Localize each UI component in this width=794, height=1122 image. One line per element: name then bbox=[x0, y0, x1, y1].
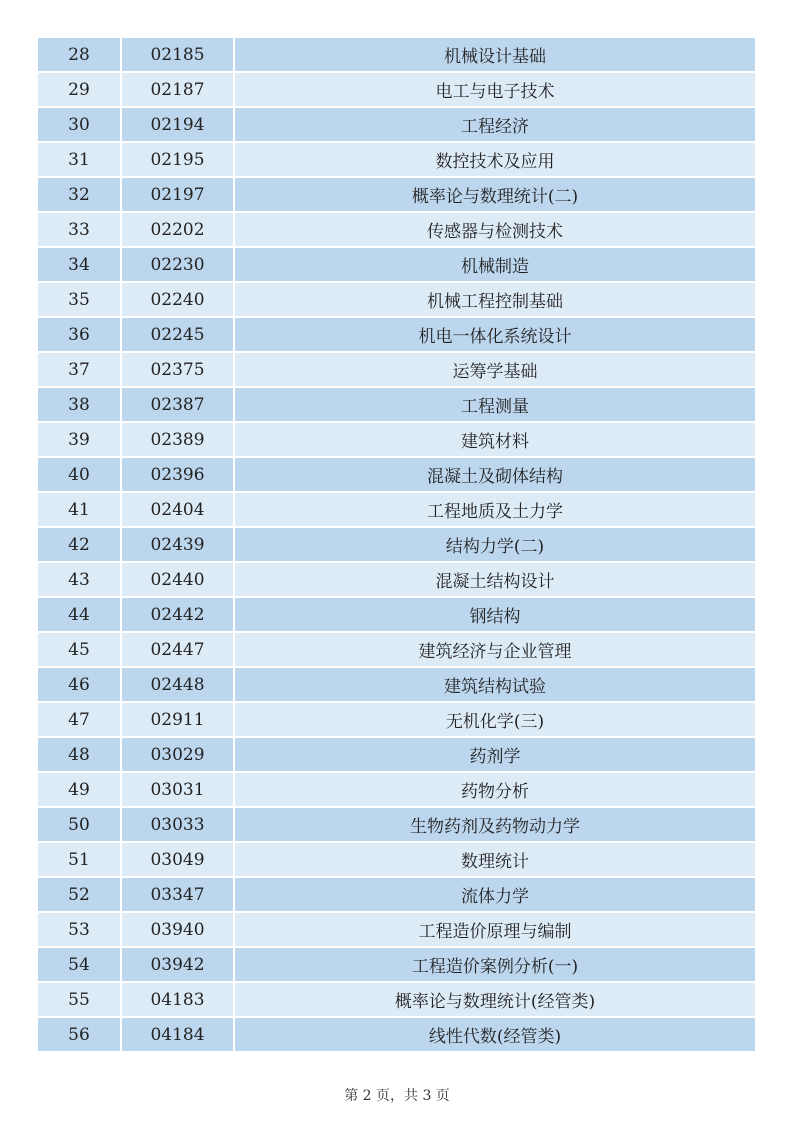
row-number-cell: 36 bbox=[38, 317, 121, 352]
course-name-cell: 建筑材料 bbox=[234, 422, 755, 457]
table-row bbox=[38, 702, 755, 737]
course-name-cell: 电工与电子技术 bbox=[234, 72, 755, 107]
course-name-cell: 结构力学(二) bbox=[234, 527, 755, 562]
table-row bbox=[38, 352, 755, 387]
course-name-cell: 建筑结构试验 bbox=[234, 667, 755, 702]
table-row bbox=[38, 142, 755, 177]
table-row bbox=[38, 457, 755, 492]
row-number-cell: 32 bbox=[38, 177, 121, 212]
course-code-cell: 02195 bbox=[121, 142, 234, 177]
row-number-cell: 48 bbox=[38, 737, 121, 772]
course-code-cell: 04184 bbox=[121, 1017, 234, 1052]
course-name-cell: 机械制造 bbox=[234, 247, 755, 282]
course-code-cell: 03942 bbox=[121, 947, 234, 982]
row-number-cell: 38 bbox=[38, 387, 121, 422]
course-code-cell: 02230 bbox=[121, 247, 234, 282]
table-row bbox=[38, 107, 755, 142]
course-code-cell: 02389 bbox=[121, 422, 234, 457]
table-row bbox=[38, 842, 755, 877]
table-row bbox=[38, 212, 755, 247]
course-name-cell: 机电一体化系统设计 bbox=[234, 317, 755, 352]
table-row bbox=[38, 982, 755, 1017]
course-code-cell: 03347 bbox=[121, 877, 234, 912]
course-name-cell: 药剂学 bbox=[234, 737, 755, 772]
table-row bbox=[38, 667, 755, 702]
row-number-cell: 56 bbox=[38, 1017, 121, 1052]
course-name-cell: 生物药剂及药物动力学 bbox=[234, 807, 755, 842]
table-row bbox=[38, 282, 755, 317]
table-row bbox=[38, 912, 755, 947]
table-row bbox=[38, 247, 755, 282]
course-name-cell: 概率论与数理统计(二) bbox=[234, 177, 755, 212]
course-code-cell: 02439 bbox=[121, 527, 234, 562]
row-number-cell: 33 bbox=[38, 212, 121, 247]
row-number-cell: 35 bbox=[38, 282, 121, 317]
row-number-cell: 53 bbox=[38, 912, 121, 947]
course-code-cell: 02187 bbox=[121, 72, 234, 107]
course-name-cell: 传感器与检测技术 bbox=[234, 212, 755, 247]
table-row bbox=[38, 597, 755, 632]
course-name-cell: 机械工程控制基础 bbox=[234, 282, 755, 317]
course-name-cell: 药物分析 bbox=[234, 772, 755, 807]
table-row bbox=[38, 877, 755, 912]
table-row bbox=[38, 562, 755, 597]
page-number: 第 2 页，共 3 页 bbox=[344, 1088, 450, 1104]
course-name-cell: 工程地质及土力学 bbox=[234, 492, 755, 527]
course-code-cell: 02447 bbox=[121, 632, 234, 667]
row-number-cell: 29 bbox=[38, 72, 121, 107]
course-name-cell: 工程测量 bbox=[234, 387, 755, 422]
course-code-cell: 02194 bbox=[121, 107, 234, 142]
course-table-body bbox=[38, 38, 755, 1052]
row-number-cell: 34 bbox=[38, 247, 121, 282]
row-number-cell: 55 bbox=[38, 982, 121, 1017]
row-number-cell: 45 bbox=[38, 632, 121, 667]
course-name-cell: 工程造价原理与编制 bbox=[234, 912, 755, 947]
course-code-cell: 03940 bbox=[121, 912, 234, 947]
course-name-cell: 混凝土结构设计 bbox=[234, 562, 755, 597]
course-code-cell: 02396 bbox=[121, 457, 234, 492]
course-name-cell: 混凝土及砌体结构 bbox=[234, 457, 755, 492]
table-row bbox=[38, 1017, 755, 1052]
table-row bbox=[38, 807, 755, 842]
course-code-cell: 02911 bbox=[121, 702, 234, 737]
course-code-cell: 02245 bbox=[121, 317, 234, 352]
table-row bbox=[38, 947, 755, 982]
course-name-cell: 运筹学基础 bbox=[234, 352, 755, 387]
row-number-cell: 52 bbox=[38, 877, 121, 912]
course-name-cell: 建筑经济与企业管理 bbox=[234, 632, 755, 667]
row-number-cell: 51 bbox=[38, 842, 121, 877]
table-row bbox=[38, 72, 755, 107]
course-name-cell: 线性代数(经管类) bbox=[234, 1017, 755, 1052]
table-row bbox=[38, 632, 755, 667]
course-code-cell: 03049 bbox=[121, 842, 234, 877]
course-code-cell: 03031 bbox=[121, 772, 234, 807]
row-number-cell: 54 bbox=[38, 947, 121, 982]
row-number-cell: 42 bbox=[38, 527, 121, 562]
course-name-cell: 工程造价案例分析(一) bbox=[234, 947, 755, 982]
row-number-cell: 47 bbox=[38, 702, 121, 737]
course-code-cell: 02240 bbox=[121, 282, 234, 317]
course-code-cell: 02442 bbox=[121, 597, 234, 632]
course-name-cell: 流体力学 bbox=[234, 877, 755, 912]
table-row bbox=[38, 527, 755, 562]
table-row bbox=[38, 737, 755, 772]
table-row bbox=[38, 422, 755, 457]
row-number-cell: 50 bbox=[38, 807, 121, 842]
table-row bbox=[38, 492, 755, 527]
row-number-cell: 39 bbox=[38, 422, 121, 457]
row-number-cell: 40 bbox=[38, 457, 121, 492]
course-table bbox=[38, 38, 755, 1053]
row-number-cell: 30 bbox=[38, 107, 121, 142]
row-number-cell: 37 bbox=[38, 352, 121, 387]
row-number-cell: 44 bbox=[38, 597, 121, 632]
row-number-cell: 49 bbox=[38, 772, 121, 807]
row-number-cell: 41 bbox=[38, 492, 121, 527]
course-name-cell: 钢结构 bbox=[234, 597, 755, 632]
row-number-cell: 28 bbox=[38, 38, 121, 72]
course-code-cell: 02404 bbox=[121, 492, 234, 527]
course-name-cell: 数理统计 bbox=[234, 842, 755, 877]
row-number-cell: 46 bbox=[38, 667, 121, 702]
course-code-cell: 02375 bbox=[121, 352, 234, 387]
table-row bbox=[38, 772, 755, 807]
table-row bbox=[38, 38, 755, 72]
course-code-cell: 02202 bbox=[121, 212, 234, 247]
course-name-cell: 无机化学(三) bbox=[234, 702, 755, 737]
course-code-cell: 02387 bbox=[121, 387, 234, 422]
course-name-cell: 机械设计基础 bbox=[234, 38, 755, 72]
course-code-cell: 02440 bbox=[121, 562, 234, 597]
course-code-cell: 04183 bbox=[121, 982, 234, 1017]
table-row bbox=[38, 177, 755, 212]
course-code-cell: 02448 bbox=[121, 667, 234, 702]
course-name-cell: 工程经济 bbox=[234, 107, 755, 142]
row-number-cell: 43 bbox=[38, 562, 121, 597]
course-name-cell: 数控技术及应用 bbox=[234, 142, 755, 177]
table-row bbox=[38, 387, 755, 422]
course-name-cell: 概率论与数理统计(经管类) bbox=[234, 982, 755, 1017]
course-code-cell: 02197 bbox=[121, 177, 234, 212]
row-number-cell: 31 bbox=[38, 142, 121, 177]
course-code-cell: 02185 bbox=[121, 38, 234, 72]
course-code-cell: 03029 bbox=[121, 737, 234, 772]
course-code-cell: 03033 bbox=[121, 807, 234, 842]
table-row bbox=[38, 317, 755, 352]
